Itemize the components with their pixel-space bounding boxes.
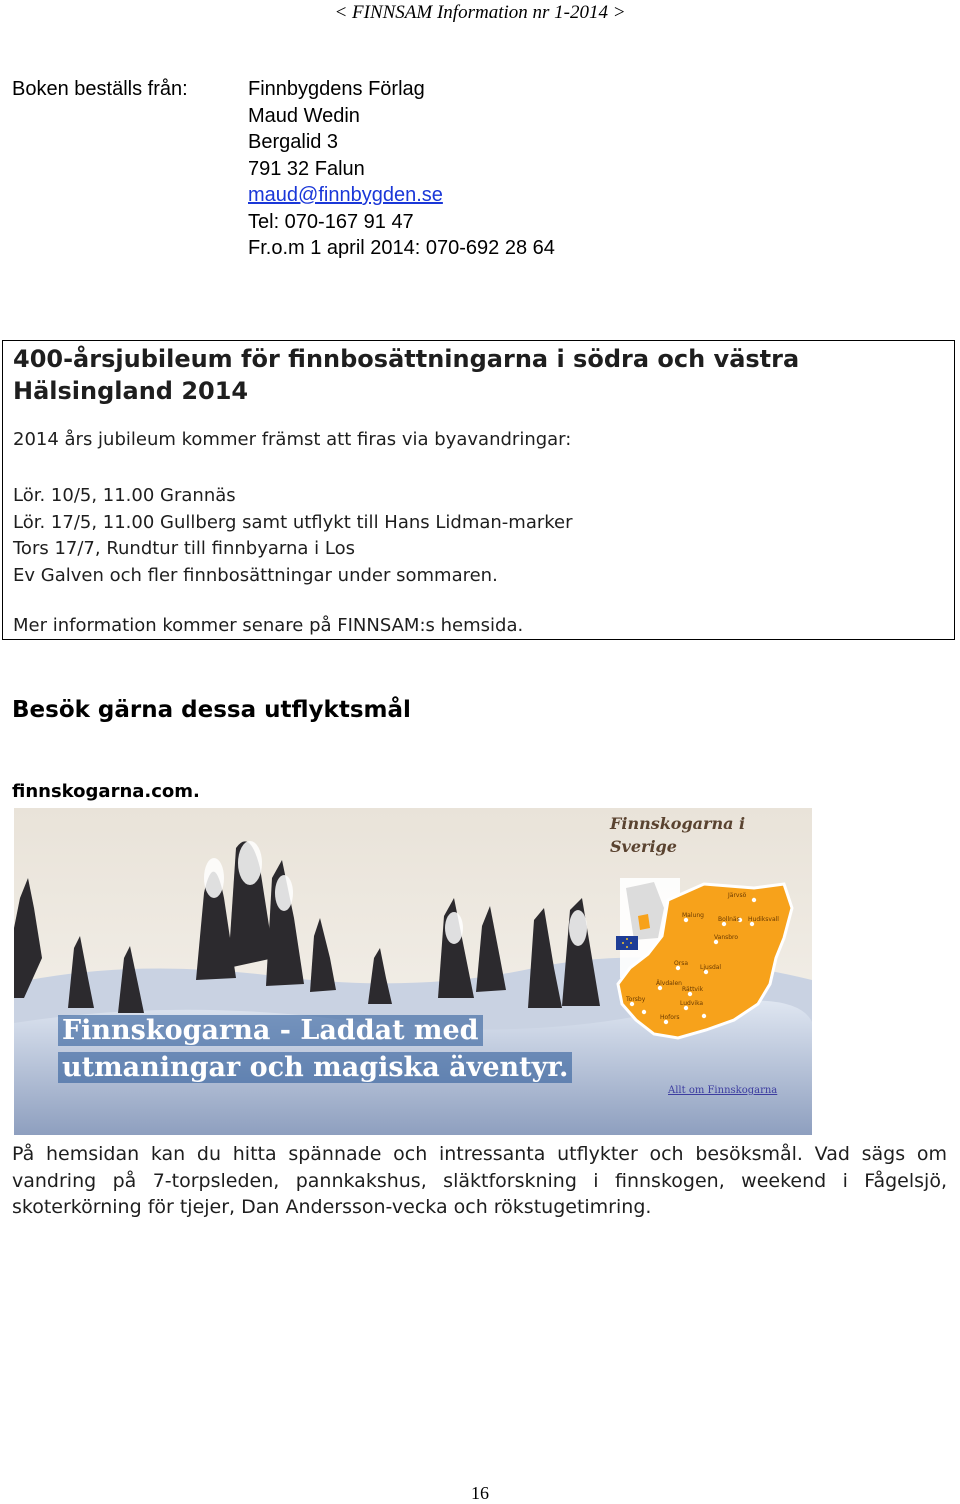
publisher-name: Finnbygdens Förlag [248, 78, 425, 100]
phone-number-from-april: Fr.o.m 1 april 2014: 070-692 28 64 [248, 237, 555, 259]
banner-slogan [58, 1012, 578, 1086]
finnskogarna-banner[interactable] [14, 808, 812, 1135]
site-label: finnskogarna.com. [12, 781, 200, 802]
map-place-label: Bollnäs [718, 916, 740, 923]
contact-name: Maud Wedin [248, 104, 360, 127]
event-list [13, 483, 573, 589]
body-paragraph: På hemsidan kan du hitta spännade och intressanta utflykter och besöksmål. Vad sägs om vandring på 7-torpsleden, pannkakshus, släktforskning i finnskogen, weekend i Fågelsjö, skoterkörning för tjejer, Dan Andersson-vecka och rökstugetimring. [12, 1143, 947, 1218]
order-address [248, 76, 555, 262]
jubilee-title: 400-årsjubileum för finnbosättningarna i södra och västra Hälsingland 2014 [13, 345, 800, 405]
map-place-label: Järvsö [728, 892, 747, 899]
slogan-line: Finnskogarna - Laddat med [58, 1015, 483, 1046]
jubilee-box [2, 340, 955, 640]
map-place-label: Malung [682, 912, 704, 919]
map-place-label: Älvdalen [656, 980, 682, 987]
running-header: < FINNSAM Information nr 1-2014 > [334, 2, 626, 23]
event-item: Tors 17/7, Rundtur till finnbyarna i Los [13, 538, 355, 559]
event-item: Lör. 17/5, 11.00 Gullberg samt utflykt till Hans Lidman-marker [13, 511, 573, 533]
street-address: Bergalid 3 [248, 131, 339, 153]
slogan-line: utmaningar och magiska äventyr. [58, 1052, 572, 1083]
map-place-label: Hudiksvall [748, 916, 779, 923]
map-place-label: Hofors [660, 1014, 680, 1021]
visit-heading: Besök gärna dessa utflyktsmål [12, 697, 411, 723]
map-place-label: Torsby [626, 996, 646, 1003]
order-label: Boken beställs från: [12, 78, 188, 100]
map-place-label: Ljusdal [700, 964, 722, 971]
postal-address: 791 32 Falun [248, 157, 365, 180]
banner-link[interactable]: Allt om Finnskogarna [668, 1085, 778, 1096]
event-item: Ev Galven och fler finnbosättningar under sommaren. [13, 564, 498, 586]
email-link[interactable]: maud@finnbygden.se [248, 184, 443, 206]
jubilee-intro: 2014 års jubileum kommer främst att firas via byavandringar: [13, 429, 572, 450]
event-item: Lör. 10/5, 11.00 Grannäs [13, 485, 236, 506]
map-place-label: Vansbro [714, 934, 739, 941]
page-number: 16 [471, 1483, 489, 1503]
map-place-label: Rättvik [682, 986, 704, 993]
map-place-label: Ludvika [680, 1000, 704, 1007]
map-place-label: Orsa [674, 960, 688, 967]
more-info-note: Mer information kommer senare på FINNSAM:s hemsida. [13, 615, 524, 636]
banner-title: Finnskogarna i Sverige [610, 814, 746, 856]
phone-number: Tel: 070-167 91 47 [248, 210, 414, 233]
